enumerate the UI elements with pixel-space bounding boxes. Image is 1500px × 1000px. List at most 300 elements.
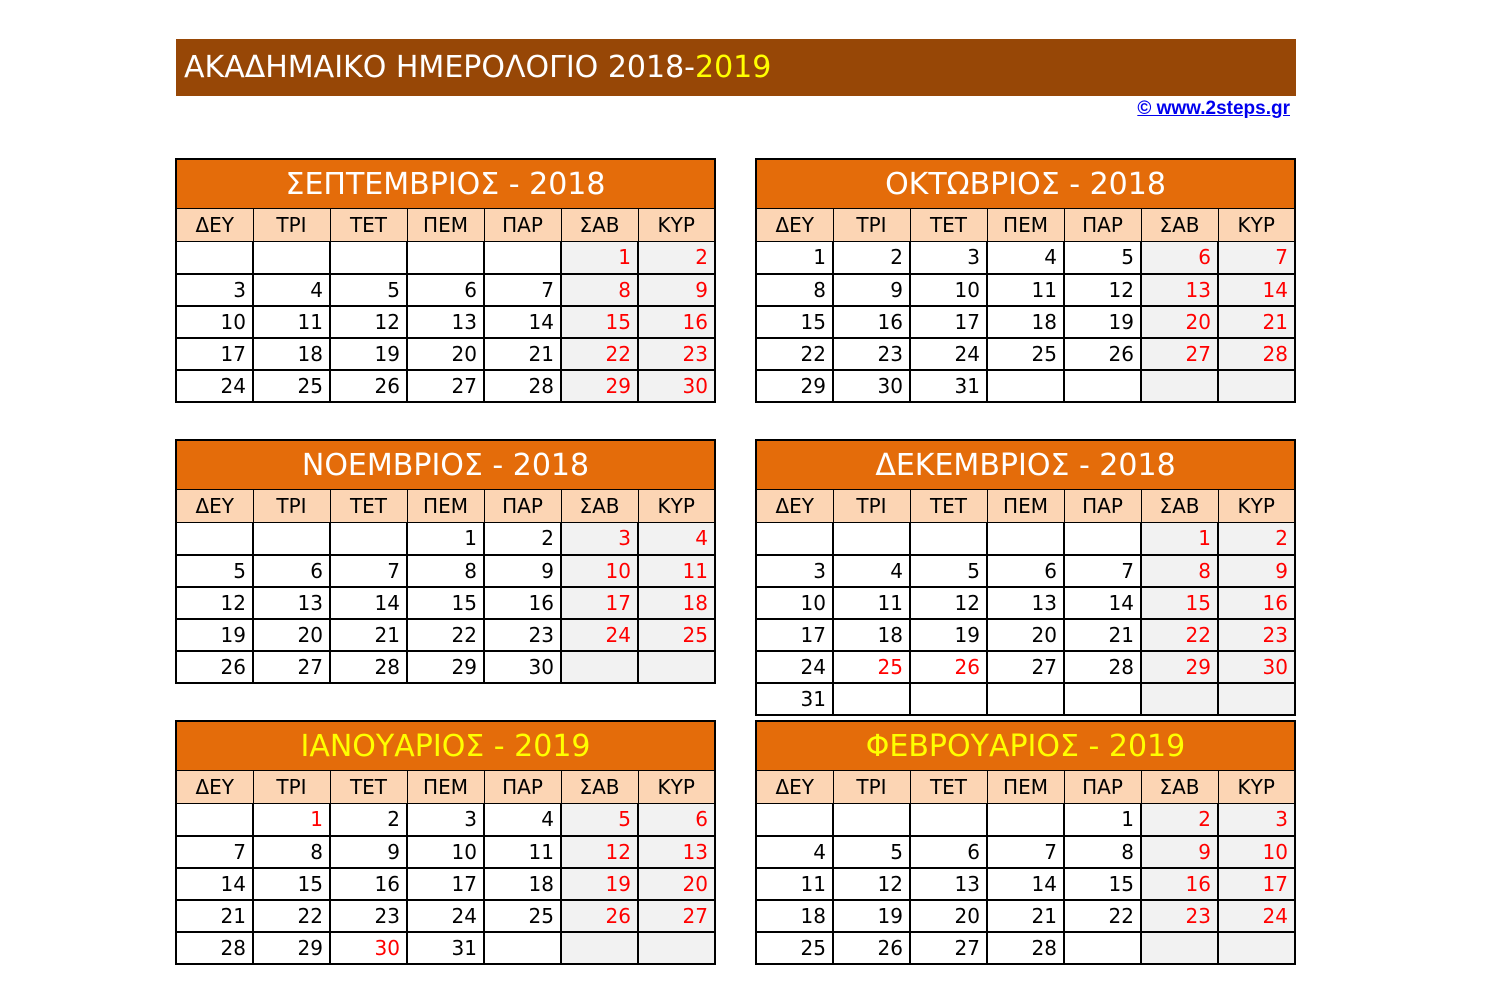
day-cell	[253, 523, 330, 555]
day-cell	[1218, 683, 1295, 715]
day-name: ΔΕΥ	[176, 490, 253, 523]
day-cell: 18	[484, 868, 561, 900]
day-cell	[176, 523, 253, 555]
day-cell	[407, 242, 484, 274]
day-cell: 13	[910, 868, 987, 900]
day-cell: 8	[561, 274, 638, 306]
day-cell: 28	[176, 932, 253, 964]
day-name: ΤΕΤ	[330, 209, 407, 242]
day-name: ΔΕΥ	[756, 209, 833, 242]
day-name: ΠΕΜ	[407, 209, 484, 242]
week-row	[756, 338, 1295, 370]
day-cell: 24	[176, 370, 253, 402]
day-cell: 23	[484, 619, 561, 651]
day-cell: 23	[638, 338, 715, 370]
day-cell	[330, 523, 407, 555]
day-cell: 12	[833, 868, 910, 900]
day-cell: 9	[1141, 836, 1218, 868]
day-cell: 24	[1218, 900, 1295, 932]
day-cell: 11	[638, 555, 715, 587]
day-cell: 3	[176, 274, 253, 306]
month-title: ΦΕΒΡΟΥΑΡΙΟΣ - 2019	[756, 721, 1295, 771]
day-name: ΤΡΙ	[253, 209, 330, 242]
day-cell	[638, 651, 715, 683]
day-cell: 1	[1141, 523, 1218, 555]
day-cell	[987, 523, 1064, 555]
day-cell: 29	[253, 932, 330, 964]
week-row	[176, 868, 715, 900]
week-row	[756, 932, 1295, 964]
day-cell: 24	[407, 900, 484, 932]
page-title-separator: -	[684, 50, 695, 85]
day-cell	[1141, 932, 1218, 964]
day-cell: 19	[910, 619, 987, 651]
page-title-year: 2019	[695, 50, 772, 85]
day-cell	[176, 804, 253, 836]
day-cell: 5	[330, 274, 407, 306]
day-cell: 22	[253, 900, 330, 932]
day-name: ΣΑΒ	[1141, 490, 1218, 523]
month-title: ΔΕΚΕΜΒΡΙΟΣ - 2018	[756, 440, 1295, 490]
day-cell	[910, 683, 987, 715]
week-row	[176, 932, 715, 964]
day-name: ΤΕΤ	[330, 490, 407, 523]
day-cell: 16	[1141, 868, 1218, 900]
day-cell	[833, 804, 910, 836]
week-row	[756, 587, 1295, 619]
day-cell	[1064, 523, 1141, 555]
day-cell: 6	[253, 555, 330, 587]
day-cell: 18	[638, 587, 715, 619]
day-cell: 2	[638, 242, 715, 274]
day-cell	[1064, 932, 1141, 964]
day-cell: 22	[1064, 900, 1141, 932]
day-cell: 15	[407, 587, 484, 619]
week-row	[176, 804, 715, 836]
day-name: ΣΑΒ	[1141, 209, 1218, 242]
day-cell: 17	[176, 338, 253, 370]
day-name: ΔΕΥ	[756, 771, 833, 804]
week-row	[176, 900, 715, 932]
day-cell: 26	[910, 651, 987, 683]
day-cell: 18	[756, 900, 833, 932]
day-cell: 10	[407, 836, 484, 868]
day-name: ΠΑΡ	[1064, 209, 1141, 242]
day-cell: 10	[1218, 836, 1295, 868]
day-cell: 29	[407, 651, 484, 683]
day-cell: 13	[638, 836, 715, 868]
day-cell	[1141, 370, 1218, 402]
day-cell: 8	[756, 274, 833, 306]
day-cell: 19	[833, 900, 910, 932]
day-cell: 1	[1064, 804, 1141, 836]
day-cell: 3	[910, 242, 987, 274]
day-cell: 4	[638, 523, 715, 555]
day-name: ΚΥΡ	[1218, 771, 1295, 804]
week-row	[756, 683, 1295, 715]
day-name: ΠΕΜ	[987, 209, 1064, 242]
day-cell: 16	[484, 587, 561, 619]
day-cell: 19	[1064, 306, 1141, 338]
day-cell	[1218, 370, 1295, 402]
day-cell: 4	[833, 555, 910, 587]
day-cell: 5	[176, 555, 253, 587]
day-cell: 10	[756, 587, 833, 619]
day-cell	[330, 242, 407, 274]
day-cell: 17	[910, 306, 987, 338]
day-cell: 21	[484, 338, 561, 370]
day-cell: 10	[176, 306, 253, 338]
day-cell: 10	[910, 274, 987, 306]
week-row	[176, 370, 715, 402]
day-name: ΤΡΙ	[833, 771, 910, 804]
day-cell	[1064, 683, 1141, 715]
day-cell: 12	[1064, 274, 1141, 306]
day-cell: 20	[987, 619, 1064, 651]
day-cell: 9	[484, 555, 561, 587]
week-row	[756, 868, 1295, 900]
day-name: ΤΡΙ	[253, 771, 330, 804]
day-cell: 6	[638, 804, 715, 836]
day-cell: 17	[407, 868, 484, 900]
week-row	[756, 370, 1295, 402]
day-cell: 11	[987, 274, 1064, 306]
day-cell	[1141, 683, 1218, 715]
day-cell: 15	[756, 306, 833, 338]
day-cell: 24	[910, 338, 987, 370]
month-calendar-september	[175, 158, 716, 403]
day-name: ΣΑΒ	[561, 771, 638, 804]
day-cell: 8	[1064, 836, 1141, 868]
day-cell: 20	[407, 338, 484, 370]
day-cell: 28	[1218, 338, 1295, 370]
week-row	[756, 242, 1295, 274]
day-cell: 27	[253, 651, 330, 683]
day-name: ΤΕΤ	[910, 490, 987, 523]
day-cell: 7	[1218, 242, 1295, 274]
day-cell: 15	[1141, 587, 1218, 619]
day-name: ΔΕΥ	[756, 490, 833, 523]
day-cell: 27	[638, 900, 715, 932]
week-row	[756, 836, 1295, 868]
day-name: ΤΕΤ	[330, 771, 407, 804]
day-cell: 23	[1141, 900, 1218, 932]
day-cell: 21	[1064, 619, 1141, 651]
week-row	[756, 804, 1295, 836]
day-cell: 18	[987, 306, 1064, 338]
day-cell: 7	[1064, 555, 1141, 587]
day-cell: 28	[330, 651, 407, 683]
day-cell: 3	[561, 523, 638, 555]
day-cell: 9	[330, 836, 407, 868]
day-cell: 15	[561, 306, 638, 338]
day-cell: 25	[253, 370, 330, 402]
day-cell: 7	[987, 836, 1064, 868]
month-title: ΙΑΝΟΥΑΡΙΟΣ - 2019	[176, 721, 715, 771]
day-cell: 15	[253, 868, 330, 900]
day-cell: 13	[407, 306, 484, 338]
day-cell: 14	[484, 306, 561, 338]
day-cell: 11	[833, 587, 910, 619]
day-cell	[833, 683, 910, 715]
day-cell	[987, 683, 1064, 715]
day-cell: 1	[253, 804, 330, 836]
day-cell	[176, 242, 253, 274]
month-calendar-october	[755, 158, 1296, 403]
week-row	[176, 555, 715, 587]
day-cell: 21	[987, 900, 1064, 932]
day-cell: 6	[407, 274, 484, 306]
day-cell: 16	[833, 306, 910, 338]
day-cell: 20	[253, 619, 330, 651]
week-row	[176, 619, 715, 651]
day-cell: 11	[253, 306, 330, 338]
day-cell: 16	[638, 306, 715, 338]
day-cell: 29	[1141, 651, 1218, 683]
day-name: ΔΕΥ	[176, 209, 253, 242]
day-cell: 26	[833, 932, 910, 964]
day-cell: 15	[1064, 868, 1141, 900]
day-cell: 7	[176, 836, 253, 868]
day-name: ΣΑΒ	[561, 209, 638, 242]
day-name: ΠΑΡ	[484, 490, 561, 523]
day-cell: 25	[756, 932, 833, 964]
day-cell: 26	[330, 370, 407, 402]
day-cell: 25	[638, 619, 715, 651]
day-cell: 13	[253, 587, 330, 619]
day-cell: 4	[987, 242, 1064, 274]
day-name: ΠΑΡ	[1064, 490, 1141, 523]
month-calendar-december	[755, 439, 1296, 716]
day-cell: 21	[1218, 306, 1295, 338]
day-cell: 11	[484, 836, 561, 868]
day-cell: 25	[987, 338, 1064, 370]
week-row	[176, 523, 715, 555]
page-title-main: ΑΚΑΔΗΜΑΙΚΟ ΗΜΕΡΟΛΟΓΙΟ 2018	[184, 50, 685, 85]
page-title	[176, 39, 1296, 96]
day-cell: 3	[407, 804, 484, 836]
day-cell: 6	[1141, 242, 1218, 274]
day-cell: 26	[1064, 338, 1141, 370]
week-row	[176, 651, 715, 683]
day-name: ΤΡΙ	[253, 490, 330, 523]
day-cell: 30	[484, 651, 561, 683]
day-cell: 25	[833, 651, 910, 683]
day-cell: 28	[1064, 651, 1141, 683]
day-cell: 5	[561, 804, 638, 836]
day-cell	[484, 242, 561, 274]
day-cell: 4	[756, 836, 833, 868]
week-row	[756, 274, 1295, 306]
day-cell: 9	[1218, 555, 1295, 587]
day-cell: 14	[176, 868, 253, 900]
day-name: ΔΕΥ	[176, 771, 253, 804]
day-cell	[1064, 370, 1141, 402]
day-cell	[833, 523, 910, 555]
day-name: ΣΑΒ	[561, 490, 638, 523]
month-title: ΟΚΤΩΒΡΙΟΣ - 2018	[756, 159, 1295, 209]
week-row	[176, 587, 715, 619]
day-name: ΤΕΤ	[910, 771, 987, 804]
day-cell: 18	[833, 619, 910, 651]
day-cell: 18	[253, 338, 330, 370]
day-cell: 14	[330, 587, 407, 619]
day-cell: 22	[756, 338, 833, 370]
day-name: ΤΡΙ	[833, 209, 910, 242]
day-cell: 2	[1141, 804, 1218, 836]
copyright-link[interactable]: © www.2steps.gr	[1137, 98, 1290, 119]
day-cell: 5	[833, 836, 910, 868]
month-calendar-february	[755, 720, 1296, 965]
day-cell: 5	[910, 555, 987, 587]
day-cell: 12	[330, 306, 407, 338]
day-cell: 27	[1141, 338, 1218, 370]
day-cell: 27	[910, 932, 987, 964]
day-cell: 24	[756, 651, 833, 683]
month-title: ΣΕΠΤΕΜΒΡΙΟΣ - 2018	[176, 159, 715, 209]
day-cell	[987, 804, 1064, 836]
day-cell: 14	[1064, 587, 1141, 619]
week-row	[756, 555, 1295, 587]
week-row	[756, 900, 1295, 932]
day-cell	[1218, 932, 1295, 964]
day-cell: 30	[1218, 651, 1295, 683]
day-cell: 16	[330, 868, 407, 900]
week-row	[176, 306, 715, 338]
day-cell: 30	[330, 932, 407, 964]
day-cell: 8	[407, 555, 484, 587]
day-cell: 9	[638, 274, 715, 306]
day-cell: 8	[253, 836, 330, 868]
week-row	[756, 306, 1295, 338]
day-cell: 4	[484, 804, 561, 836]
day-cell: 2	[833, 242, 910, 274]
day-cell	[910, 523, 987, 555]
day-cell: 12	[910, 587, 987, 619]
day-cell: 12	[561, 836, 638, 868]
day-cell: 12	[176, 587, 253, 619]
day-cell: 2	[484, 523, 561, 555]
day-cell: 31	[910, 370, 987, 402]
day-name: ΠΕΜ	[987, 771, 1064, 804]
day-cell: 27	[987, 651, 1064, 683]
day-cell: 21	[176, 900, 253, 932]
day-cell: 17	[756, 619, 833, 651]
week-row	[176, 274, 715, 306]
day-name: ΚΥΡ	[638, 490, 715, 523]
day-cell: 20	[1141, 306, 1218, 338]
day-cell: 2	[330, 804, 407, 836]
day-name: ΣΑΒ	[1141, 771, 1218, 804]
day-name: ΠΑΡ	[484, 771, 561, 804]
day-cell	[756, 523, 833, 555]
day-name: ΚΥΡ	[638, 209, 715, 242]
day-cell: 7	[330, 555, 407, 587]
day-cell: 14	[987, 868, 1064, 900]
day-name: ΚΥΡ	[1218, 209, 1295, 242]
day-cell: 25	[484, 900, 561, 932]
day-cell: 13	[987, 587, 1064, 619]
day-cell: 7	[484, 274, 561, 306]
week-row	[176, 338, 715, 370]
day-cell: 16	[1218, 587, 1295, 619]
day-cell: 30	[638, 370, 715, 402]
day-cell: 28	[484, 370, 561, 402]
day-name: ΚΥΡ	[638, 771, 715, 804]
day-cell	[561, 932, 638, 964]
day-name: ΠΑΡ	[484, 209, 561, 242]
day-cell	[561, 651, 638, 683]
day-cell: 2	[1218, 523, 1295, 555]
day-cell: 22	[561, 338, 638, 370]
day-cell: 1	[561, 242, 638, 274]
day-cell: 19	[330, 338, 407, 370]
day-cell: 3	[1218, 804, 1295, 836]
week-row	[756, 651, 1295, 683]
day-cell: 13	[1141, 274, 1218, 306]
month-calendar-january	[175, 720, 716, 965]
day-cell: 20	[910, 900, 987, 932]
day-name: ΠΕΜ	[407, 771, 484, 804]
day-cell: 29	[756, 370, 833, 402]
day-cell: 1	[407, 523, 484, 555]
day-cell: 17	[1218, 868, 1295, 900]
day-cell: 29	[561, 370, 638, 402]
day-cell: 19	[561, 868, 638, 900]
day-cell: 6	[910, 836, 987, 868]
day-cell: 31	[407, 932, 484, 964]
day-cell: 17	[561, 587, 638, 619]
day-cell	[987, 370, 1064, 402]
day-cell: 10	[561, 555, 638, 587]
day-cell	[756, 804, 833, 836]
day-cell: 4	[253, 274, 330, 306]
day-cell: 24	[561, 619, 638, 651]
day-name: ΠΕΜ	[987, 490, 1064, 523]
week-row	[756, 523, 1295, 555]
day-cell: 28	[987, 932, 1064, 964]
month-calendar-november	[175, 439, 716, 684]
day-name: ΤΡΙ	[833, 490, 910, 523]
week-row	[176, 836, 715, 868]
day-cell	[484, 932, 561, 964]
day-name: ΠΕΜ	[407, 490, 484, 523]
day-cell: 21	[330, 619, 407, 651]
day-cell	[638, 932, 715, 964]
day-cell: 8	[1141, 555, 1218, 587]
day-cell: 22	[407, 619, 484, 651]
week-row	[756, 619, 1295, 651]
day-cell: 6	[987, 555, 1064, 587]
day-cell: 26	[561, 900, 638, 932]
day-cell: 20	[638, 868, 715, 900]
day-cell: 22	[1141, 619, 1218, 651]
day-cell: 19	[176, 619, 253, 651]
week-row	[176, 242, 715, 274]
day-cell: 1	[756, 242, 833, 274]
day-cell: 11	[756, 868, 833, 900]
day-name: ΠΑΡ	[1064, 771, 1141, 804]
day-cell: 3	[756, 555, 833, 587]
day-cell: 5	[1064, 242, 1141, 274]
day-name: ΚΥΡ	[1218, 490, 1295, 523]
day-cell: 27	[407, 370, 484, 402]
day-cell: 9	[833, 274, 910, 306]
month-title: ΝΟΕΜΒΡΙΟΣ - 2018	[176, 440, 715, 490]
day-cell: 23	[833, 338, 910, 370]
day-name: ΤΕΤ	[910, 209, 987, 242]
day-cell: 23	[1218, 619, 1295, 651]
